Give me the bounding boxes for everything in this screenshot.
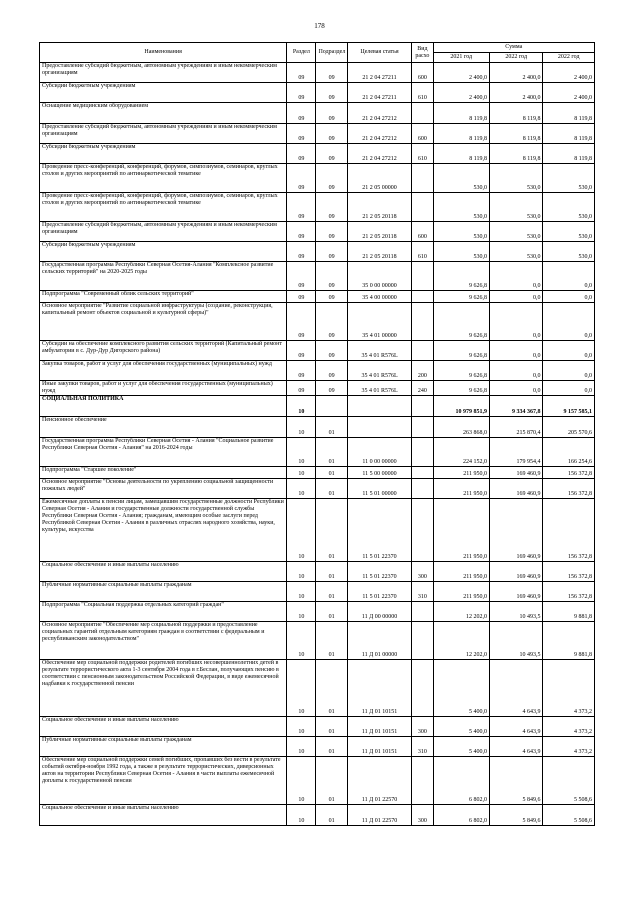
row-sum-2021: 5 400,0 bbox=[433, 660, 490, 717]
row-section: 09 bbox=[287, 303, 316, 341]
row-section: 10 bbox=[287, 438, 316, 467]
row-sum-2022: 10 493,5 bbox=[490, 622, 543, 660]
row-subsection: 09 bbox=[316, 103, 347, 124]
table-row bbox=[40, 467, 595, 479]
row-section: 10 bbox=[287, 602, 316, 622]
row-section: 10 bbox=[287, 757, 316, 805]
row-target-article: 11 5 00 00000 bbox=[347, 467, 412, 479]
row-expense-type bbox=[412, 341, 433, 361]
row-sum-2023: 8 119,8 bbox=[543, 124, 595, 144]
row-target-article: 11 Д 01 10151 bbox=[347, 737, 412, 757]
row-name: Публичные нормативные социальные выплаты гражданам bbox=[40, 582, 287, 602]
table-row bbox=[40, 83, 595, 103]
row-subsection: 01 bbox=[316, 479, 347, 499]
row-expense-type: 600 bbox=[412, 222, 433, 242]
table-row bbox=[40, 622, 595, 660]
row-section: 09 bbox=[287, 144, 316, 164]
table-header bbox=[40, 43, 595, 63]
budget-table bbox=[39, 42, 595, 826]
row-expense-type bbox=[412, 467, 433, 479]
row-subsection bbox=[316, 396, 347, 417]
row-name: Предоставление субсидий бюджетным, автономным учреждениям и иным некоммерческим организациям bbox=[40, 222, 287, 242]
row-target-article: 11 Д 01 10151 bbox=[347, 660, 412, 717]
row-subsection: 09 bbox=[316, 83, 347, 103]
row-expense-type bbox=[412, 660, 433, 717]
row-sum-2023: 4 373,2 bbox=[543, 717, 595, 737]
row-sum-2022: 0,0 bbox=[490, 361, 543, 381]
row-subsection: 01 bbox=[316, 660, 347, 717]
row-sum-2022: 8 119,8 bbox=[490, 124, 543, 144]
row-section: 09 bbox=[287, 124, 316, 144]
row-sum-2022: 179 954,4 bbox=[490, 438, 543, 467]
row-name: Проведение пресс-конференций, конференций, форумов, симпозиумов, семинаров, круглых столов и других мероприятий по антинаркотической тематике bbox=[40, 164, 287, 193]
row-expense-type: 300 bbox=[412, 717, 433, 737]
table-body bbox=[40, 63, 595, 826]
row-sum-2023: 156 372,8 bbox=[543, 467, 595, 479]
row-sum-2023: 5 508,6 bbox=[543, 757, 595, 805]
header-subsection: Подраздел bbox=[316, 43, 347, 63]
row-subsection: 09 bbox=[316, 381, 347, 396]
row-subsection: 01 bbox=[316, 582, 347, 602]
table-row bbox=[40, 757, 595, 805]
row-sum-2022: 0,0 bbox=[490, 341, 543, 361]
row-sum-2021: 2 400,0 bbox=[433, 63, 490, 83]
row-sum-2022: 215 870,4 bbox=[490, 417, 543, 438]
row-section: 09 bbox=[287, 291, 316, 303]
row-target-article: 21 2 05 00000 bbox=[347, 164, 412, 193]
row-target-article: 11 Д 00 00000 bbox=[347, 602, 412, 622]
row-sum-2022: 530,0 bbox=[490, 242, 543, 262]
table-row bbox=[40, 737, 595, 757]
row-sum-2021: 12 202,0 bbox=[433, 622, 490, 660]
row-target-article bbox=[347, 396, 412, 417]
row-name: Проведение пресс-конференций, конференций, форумов, симпозиумов, семинаров, круглых столов и других мероприятий по антинаркотической тематике bbox=[40, 193, 287, 222]
row-sum-2021: 8 119,8 bbox=[433, 144, 490, 164]
row-sum-2023: 530,0 bbox=[543, 193, 595, 222]
row-expense-type: 600 bbox=[412, 124, 433, 144]
row-sum-2023: 0,0 bbox=[543, 262, 595, 291]
table-row bbox=[40, 381, 595, 396]
row-sum-2023: 166 254,6 bbox=[543, 438, 595, 467]
table-row bbox=[40, 479, 595, 499]
row-sum-2022: 530,0 bbox=[490, 222, 543, 242]
row-name: Оснащение медицинским оборудованием bbox=[40, 103, 287, 124]
row-name: Основное мероприятие "Обеспечение мер социальной поддержки и предоставление социальных гарантий отдельным категориям граждан в соответствии с федеральным и республиканским законодательством" bbox=[40, 622, 287, 660]
header-year-2021: 2021 год bbox=[433, 53, 490, 63]
row-expense-type: 610 bbox=[412, 242, 433, 262]
header-section: Раздел bbox=[287, 43, 316, 63]
row-subsection: 09 bbox=[316, 341, 347, 361]
row-sum-2022: 5 849,6 bbox=[490, 805, 543, 826]
row-name: Иные закупки товаров, работ и услуг для обеспечения государственных (муниципальных) нужд bbox=[40, 381, 287, 396]
table-row bbox=[40, 805, 595, 826]
row-name: Обеспечение мер социальной поддержки семей погибших, пропавших без вести в результате событий октября-ноября 1992 года, а также в результате террористических, диверсионных актов на территории Республики Северная Осетия - Алания в части выплаты ежемесячной доплаты к государственной пенсии bbox=[40, 757, 287, 805]
row-subsection: 01 bbox=[316, 757, 347, 805]
row-sum-2021: 9 626,8 bbox=[433, 303, 490, 341]
row-sum-2022: 169 460,9 bbox=[490, 562, 543, 582]
row-target-article: 35 4 01 R576L bbox=[347, 361, 412, 381]
row-subsection: 01 bbox=[316, 438, 347, 467]
row-expense-type: 300 bbox=[412, 562, 433, 582]
row-expense-type bbox=[412, 303, 433, 341]
row-expense-type bbox=[412, 103, 433, 124]
row-target-article: 35 4 01 00000 bbox=[347, 303, 412, 341]
table-row bbox=[40, 717, 595, 737]
row-section: 09 bbox=[287, 164, 316, 193]
row-section: 09 bbox=[287, 361, 316, 381]
row-section: 10 bbox=[287, 737, 316, 757]
row-sum-2022: 0,0 bbox=[490, 291, 543, 303]
row-sum-2021: 9 626,8 bbox=[433, 381, 490, 396]
row-target-article: 11 5 01 22370 bbox=[347, 562, 412, 582]
row-sum-2022: 169 460,9 bbox=[490, 467, 543, 479]
table-row bbox=[40, 262, 595, 291]
row-name: Государственная программа Республики Северная Осетия - Алания "Социальное развитие Республики Северная Осетия - Алания" на 2016-2024 годы bbox=[40, 438, 287, 467]
table-row bbox=[40, 103, 595, 124]
row-sum-2022: 4 643,9 bbox=[490, 717, 543, 737]
row-name: Пенсионное обеспечение bbox=[40, 417, 287, 438]
row-name: Ежемесячные доплаты к пенсии лицам, замещавшим государственные должности Республики Северная Осетия - Алания и государственные должности государственной службы Республики Северная Осетия - Алания; гражданам, имеющим особые заслуги перед Республикой Северная Осетия - Алания в различных отраслях народного хозяйства, науки, культуры, искусства bbox=[40, 499, 287, 562]
row-section: 09 bbox=[287, 242, 316, 262]
row-sum-2021: 9 626,8 bbox=[433, 291, 490, 303]
row-target-article: 21 2 05 20118 bbox=[347, 242, 412, 262]
row-sum-2023: 205 570,6 bbox=[543, 417, 595, 438]
row-subsection: 09 bbox=[316, 291, 347, 303]
row-sum-2022: 530,0 bbox=[490, 193, 543, 222]
row-expense-type: 600 bbox=[412, 63, 433, 83]
row-subsection: 09 bbox=[316, 262, 347, 291]
row-name: Социальное обеспечение и иные выплаты населению bbox=[40, 562, 287, 582]
row-expense-type: 610 bbox=[412, 144, 433, 164]
row-subsection: 01 bbox=[316, 602, 347, 622]
row-name: Подпрограмма "Старшее поколение" bbox=[40, 467, 287, 479]
table-row bbox=[40, 144, 595, 164]
row-target-article: 11 Д 01 22570 bbox=[347, 805, 412, 826]
row-subsection: 09 bbox=[316, 242, 347, 262]
page-number: 178 bbox=[314, 22, 325, 30]
header-name: Наименования bbox=[40, 43, 287, 63]
row-section: 10 bbox=[287, 467, 316, 479]
row-sum-2022: 0,0 bbox=[490, 381, 543, 396]
row-subsection: 09 bbox=[316, 63, 347, 83]
row-sum-2021: 8 119,8 bbox=[433, 103, 490, 124]
row-expense-type bbox=[412, 499, 433, 562]
table-row bbox=[40, 660, 595, 717]
row-name: Основное мероприятие "Основы деятельности по укреплению социальной защищенности пожилых людей" bbox=[40, 479, 287, 499]
table-row bbox=[40, 438, 595, 467]
row-sum-2022: 2 400,0 bbox=[490, 83, 543, 103]
row-sum-2022: 8 119,8 bbox=[490, 103, 543, 124]
row-section: 10 bbox=[287, 717, 316, 737]
header-year-2022: 2022 год bbox=[490, 53, 543, 63]
row-name: Субсидии бюджетным учреждениям bbox=[40, 144, 287, 164]
row-name: Подпрограмма "Социальная поддержка отдельных категорий граждан" bbox=[40, 602, 287, 622]
row-name: Публичные нормативные социальные выплаты гражданам bbox=[40, 737, 287, 757]
row-section: 09 bbox=[287, 341, 316, 361]
row-target-article: 35 4 00 00000 bbox=[347, 291, 412, 303]
row-section: 10 bbox=[287, 479, 316, 499]
row-sum-2023: 156 372,8 bbox=[543, 582, 595, 602]
table-row bbox=[40, 63, 595, 83]
row-section: 09 bbox=[287, 381, 316, 396]
header-expense-type: Вид расхо bbox=[412, 43, 433, 63]
row-sum-2023: 9 881,8 bbox=[543, 602, 595, 622]
row-expense-type: 200 bbox=[412, 361, 433, 381]
row-target-article: 35 4 01 R576L bbox=[347, 341, 412, 361]
row-sum-2023: 156 372,8 bbox=[543, 479, 595, 499]
row-sum-2022: 0,0 bbox=[490, 262, 543, 291]
table-row bbox=[40, 341, 595, 361]
row-sum-2021: 6 802,0 bbox=[433, 805, 490, 826]
row-subsection: 09 bbox=[316, 124, 347, 144]
row-sum-2023: 4 373,2 bbox=[543, 660, 595, 717]
row-expense-type bbox=[412, 396, 433, 417]
row-target-article: 21 2 04 27212 bbox=[347, 103, 412, 124]
row-sum-2023: 0,0 bbox=[543, 303, 595, 341]
row-sum-2023: 530,0 bbox=[543, 222, 595, 242]
row-name: Субсидии бюджетным учреждениям bbox=[40, 83, 287, 103]
row-subsection: 09 bbox=[316, 303, 347, 341]
row-name: Субсидии на обеспечение комплексного развития сельских территорий (Капитальный ремонт амбулатории в с. Дур-Дур Дигорского района) bbox=[40, 341, 287, 361]
row-sum-2022: 9 334 367,8 bbox=[490, 396, 543, 417]
row-sum-2021: 10 979 851,9 bbox=[433, 396, 490, 417]
table-row bbox=[40, 303, 595, 341]
row-sum-2023: 0,0 bbox=[543, 381, 595, 396]
row-sum-2021: 211 950,0 bbox=[433, 467, 490, 479]
row-section: 09 bbox=[287, 103, 316, 124]
row-expense-type bbox=[412, 622, 433, 660]
row-sum-2023: 5 508,6 bbox=[543, 805, 595, 826]
row-section: 10 bbox=[287, 805, 316, 826]
row-sum-2021: 211 950,0 bbox=[433, 499, 490, 562]
row-sum-2021: 263 868,0 bbox=[433, 417, 490, 438]
row-expense-type bbox=[412, 193, 433, 222]
row-target-article: 11 5 01 22370 bbox=[347, 582, 412, 602]
row-sum-2021: 9 626,8 bbox=[433, 361, 490, 381]
row-subsection: 09 bbox=[316, 361, 347, 381]
row-name: Социальное обеспечение и иные выплаты населению bbox=[40, 805, 287, 826]
row-sum-2021: 9 626,8 bbox=[433, 262, 490, 291]
row-sum-2021: 530,0 bbox=[433, 222, 490, 242]
row-sum-2022: 4 643,9 bbox=[490, 737, 543, 757]
row-section: 10 bbox=[287, 499, 316, 562]
row-target-article: 21 2 04 27211 bbox=[347, 63, 412, 83]
row-sum-2022: 8 119,8 bbox=[490, 144, 543, 164]
row-sum-2021: 12 202,0 bbox=[433, 602, 490, 622]
row-sum-2021: 5 400,0 bbox=[433, 717, 490, 737]
row-expense-type bbox=[412, 164, 433, 193]
table-row bbox=[40, 193, 595, 222]
row-sum-2021: 8 119,8 bbox=[433, 124, 490, 144]
row-sum-2023: 9 157 585,1 bbox=[543, 396, 595, 417]
row-sum-2021: 2 400,0 bbox=[433, 83, 490, 103]
row-expense-type: 300 bbox=[412, 805, 433, 826]
row-sum-2023: 9 881,8 bbox=[543, 622, 595, 660]
row-target-article: 11 5 01 00000 bbox=[347, 479, 412, 499]
row-expense-type bbox=[412, 602, 433, 622]
row-target-article: 21 2 04 27212 bbox=[347, 144, 412, 164]
row-sum-2023: 156 372,8 bbox=[543, 499, 595, 562]
row-section: 09 bbox=[287, 63, 316, 83]
row-sum-2021: 5 400,0 bbox=[433, 737, 490, 757]
row-sum-2022: 169 460,9 bbox=[490, 582, 543, 602]
row-target-article: 11 0 00 00000 bbox=[347, 438, 412, 467]
row-subsection: 09 bbox=[316, 144, 347, 164]
row-name: Субсидии бюджетным учреждениям bbox=[40, 242, 287, 262]
row-name: Предоставление субсидий бюджетным, автономным учреждениям и иным некоммерческим организациям bbox=[40, 124, 287, 144]
row-expense-type bbox=[412, 291, 433, 303]
row-sum-2023: 4 373,2 bbox=[543, 737, 595, 757]
row-target-article: 11 Д 01 10151 bbox=[347, 717, 412, 737]
row-subsection: 01 bbox=[316, 417, 347, 438]
row-section: 09 bbox=[287, 83, 316, 103]
row-subsection: 01 bbox=[316, 499, 347, 562]
table-row bbox=[40, 602, 595, 622]
row-sum-2023: 8 119,8 bbox=[543, 103, 595, 124]
row-subsection: 01 bbox=[316, 717, 347, 737]
row-section: 10 bbox=[287, 396, 316, 417]
row-target-article: 11 Д 01 00000 bbox=[347, 622, 412, 660]
row-section: 10 bbox=[287, 582, 316, 602]
row-section: 10 bbox=[287, 562, 316, 582]
row-expense-type: 240 bbox=[412, 381, 433, 396]
row-sum-2023: 530,0 bbox=[543, 164, 595, 193]
row-target-article: 11 5 01 22370 bbox=[347, 499, 412, 562]
table-row bbox=[40, 291, 595, 303]
row-section: 09 bbox=[287, 262, 316, 291]
row-sum-2022: 0,0 bbox=[490, 303, 543, 341]
row-section: 09 bbox=[287, 222, 316, 242]
row-sum-2022: 5 849,6 bbox=[490, 757, 543, 805]
row-subsection: 01 bbox=[316, 622, 347, 660]
row-expense-type bbox=[412, 479, 433, 499]
row-sum-2023: 0,0 bbox=[543, 341, 595, 361]
row-sum-2023: 2 400,0 bbox=[543, 63, 595, 83]
row-name: Подпрограмма "Современный облик сельских территорий" bbox=[40, 291, 287, 303]
row-subsection: 09 bbox=[316, 193, 347, 222]
row-sum-2023: 0,0 bbox=[543, 361, 595, 381]
row-subsection: 01 bbox=[316, 805, 347, 826]
header-target-article: Целевая статья bbox=[347, 43, 412, 63]
row-sum-2021: 530,0 bbox=[433, 164, 490, 193]
row-sum-2023: 530,0 bbox=[543, 242, 595, 262]
row-name: СОЦИАЛЬНАЯ ПОЛИТИКА bbox=[40, 396, 287, 417]
row-sum-2021: 9 626,8 bbox=[433, 341, 490, 361]
row-sum-2021: 224 152,0 bbox=[433, 438, 490, 467]
row-expense-type: 310 bbox=[412, 737, 433, 757]
row-sum-2023: 2 400,0 bbox=[543, 83, 595, 103]
row-target-article bbox=[347, 417, 412, 438]
row-sum-2022: 169 460,9 bbox=[490, 479, 543, 499]
row-sum-2022: 4 643,9 bbox=[490, 660, 543, 717]
row-expense-type bbox=[412, 417, 433, 438]
row-sum-2022: 10 493,5 bbox=[490, 602, 543, 622]
row-target-article: 21 2 05 20118 bbox=[347, 193, 412, 222]
row-name: Предоставление субсидий бюджетным, автономным учреждениям и иным некоммерческим организациям bbox=[40, 63, 287, 83]
row-target-article: 35 0 00 00000 bbox=[347, 262, 412, 291]
row-sum-2023: 8 119,8 bbox=[543, 144, 595, 164]
row-name: Основное мероприятие "Развитие социальной инфраструктуры (создание, реконструкция, капитальный ремонт объектов социальной и культурной сферы)" bbox=[40, 303, 287, 341]
row-expense-type: 610 bbox=[412, 83, 433, 103]
row-subsection: 09 bbox=[316, 222, 347, 242]
row-section: 10 bbox=[287, 417, 316, 438]
table-row bbox=[40, 417, 595, 438]
row-target-article: 21 2 04 27211 bbox=[347, 83, 412, 103]
header-year-2023: 2022 год bbox=[543, 53, 595, 63]
table-row bbox=[40, 499, 595, 562]
table-row bbox=[40, 582, 595, 602]
row-expense-type bbox=[412, 438, 433, 467]
table-row bbox=[40, 242, 595, 262]
table-row bbox=[40, 124, 595, 144]
header-sum: Сумма bbox=[433, 43, 595, 53]
row-expense-type bbox=[412, 262, 433, 291]
row-expense-type: 310 bbox=[412, 582, 433, 602]
row-subsection: 09 bbox=[316, 164, 347, 193]
row-sum-2022: 530,0 bbox=[490, 164, 543, 193]
row-sum-2022: 2 400,0 bbox=[490, 63, 543, 83]
row-subsection: 01 bbox=[316, 562, 347, 582]
row-sum-2021: 530,0 bbox=[433, 193, 490, 222]
table-row bbox=[40, 562, 595, 582]
row-sum-2021: 6 802,0 bbox=[433, 757, 490, 805]
row-target-article: 21 2 04 27212 bbox=[347, 124, 412, 144]
row-name: Обеспечение мер социальной поддержки родителей погибших несовершеннолетних детей в результате террористического акта 1-3 сентября 2004 года в г.Беслан, получающих пенсию в соответствии с пенсионным законодательством Российской Федерации, в виде ежемесячной надбавки к государственной пенсии bbox=[40, 660, 287, 717]
row-expense-type bbox=[412, 757, 433, 805]
row-sum-2022: 169 460,9 bbox=[490, 499, 543, 562]
row-sum-2021: 530,0 bbox=[433, 242, 490, 262]
row-section: 09 bbox=[287, 193, 316, 222]
row-sum-2021: 211 950,0 bbox=[433, 582, 490, 602]
table-row bbox=[40, 164, 595, 193]
row-sum-2021: 211 950,0 bbox=[433, 562, 490, 582]
table-row bbox=[40, 361, 595, 381]
row-section: 10 bbox=[287, 622, 316, 660]
table-row bbox=[40, 222, 595, 242]
table-row bbox=[40, 396, 595, 417]
row-target-article: 21 2 05 20118 bbox=[347, 222, 412, 242]
row-sum-2021: 211 950,0 bbox=[433, 479, 490, 499]
row-target-article: 35 4 01 R576L bbox=[347, 381, 412, 396]
row-name: Закупка товаров, работ и услуг для обеспечения государственных (муниципальных) нужд bbox=[40, 361, 287, 381]
row-sum-2023: 156 372,8 bbox=[543, 562, 595, 582]
row-sum-2023: 0,0 bbox=[543, 291, 595, 303]
row-name: Государственная программа Республики Северная Осетия-Алания "Комплексное развитие сельских территорий" на 2020-2025 годы bbox=[40, 262, 287, 291]
row-name: Социальное обеспечение и иные выплаты населению bbox=[40, 717, 287, 737]
row-section: 10 bbox=[287, 660, 316, 717]
row-subsection: 01 bbox=[316, 467, 347, 479]
row-target-article: 11 Д 01 22570 bbox=[347, 757, 412, 805]
row-subsection: 01 bbox=[316, 737, 347, 757]
